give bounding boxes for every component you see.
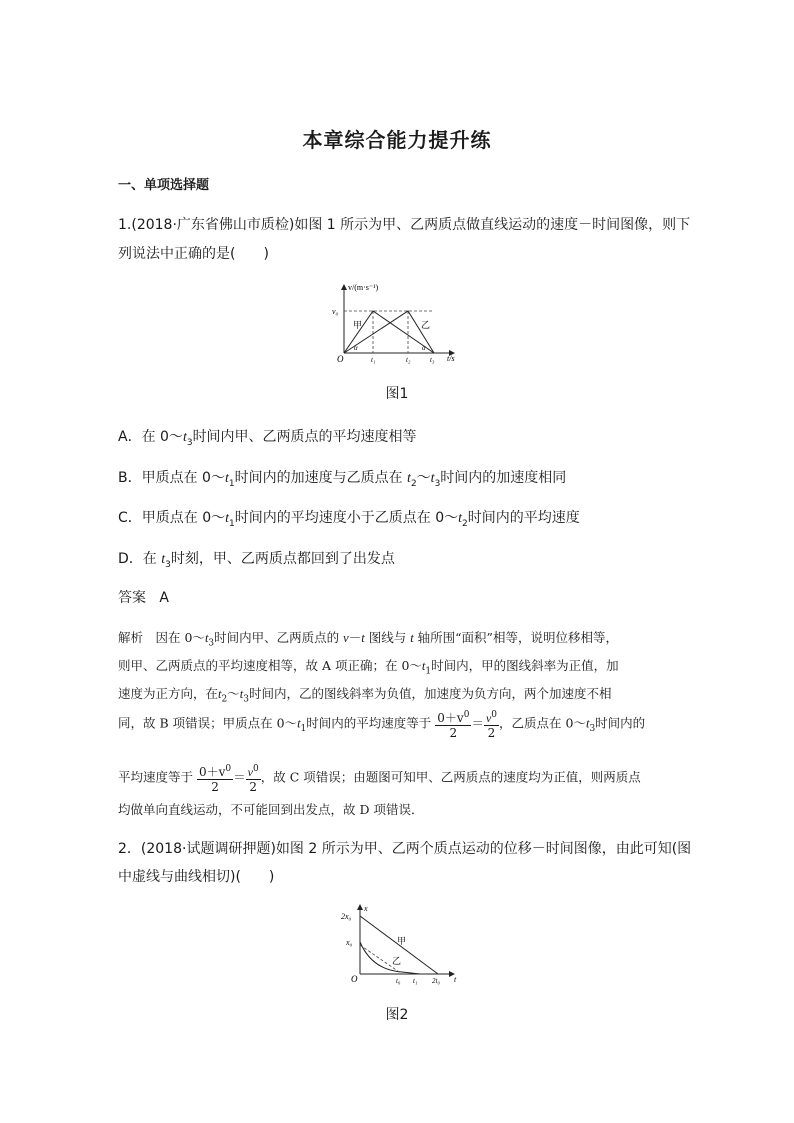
fig2-x0-label: x₀ <box>346 938 353 947</box>
fig1-t3-label: t₃ <box>430 356 435 364</box>
fig2-2t0-label: 2t₀ <box>432 977 440 985</box>
fig1-t2-label: t₂ <box>406 356 411 364</box>
explanation-line2: 则甲、乙两质点的平均速度相等，故 A 项正确；在 $0\sim t_1$时间内，甲的图线斜率为正值，加 <box>118 658 619 677</box>
option-b: B．甲质点在 $0\sim t_1$时间内的加速度与乙质点在 $t_2\sim t_3$时间内的加速度相同 <box>118 470 567 489</box>
figure-2-caption: 图2 <box>385 1007 409 1023</box>
option-a: A．在 $0\sim t_3$时间内甲、乙两质点的平均速度相等 <box>118 429 417 448</box>
question-2-stem-line1: 2．(2018·试题调研押题)如图 2 所示为甲、乙两个质点运动的位移－时间图像，由此可知(图 <box>118 841 692 857</box>
section-heading: 一、单项选择题 <box>118 178 210 193</box>
fig2-x-label: t <box>454 975 457 984</box>
figure-1-caption: 图1 <box>385 386 409 402</box>
figure-1-vt-graph <box>326 280 466 365</box>
answer-value: A <box>159 590 169 606</box>
explanation-line3: 速度为正方向，在$t_2\sim t_3$时间内，乙的图线斜率为负值，加速度为负方向，两个加速度不相 <box>118 686 612 705</box>
fig2-origin: O <box>351 974 358 984</box>
fig1-yi-label: 乙 <box>421 320 431 330</box>
fig1-alpha-right: α <box>422 344 426 352</box>
fig2-jia-label: 甲 <box>397 936 407 946</box>
question-1-stem-line2: 列说法中正确的是( ) <box>118 246 269 262</box>
fig1-jia-label: 甲 <box>353 320 363 330</box>
fig2-curve-yi <box>360 942 420 974</box>
fig2-y-label: x <box>364 904 368 913</box>
answer-line: 答案 A <box>118 590 169 606</box>
option-d: D．在 $t_3$时刻，甲、乙两质点都回到了出发点 <box>118 551 395 570</box>
explanation-line1: 解析 因在 $0\sim t_3$时间内甲、乙两质点的 v－t 图线与 t 轴所围“面积”相等，说明位移相等， <box>118 630 618 649</box>
explanation-line6: 均做单向直线运动，不可能回到出发点，故 D 项错误． <box>118 802 424 817</box>
option-c: C．甲质点在 $0\sim t_1$时间内的平均速度小于乙质点在 $0\sim t_2$时间内的平均速度 <box>118 510 580 529</box>
fig1-t1-label: t₁ <box>371 356 376 364</box>
figure-2-xt-graph <box>336 902 466 987</box>
fig1-y-label: v/(m·s⁻¹) <box>348 283 379 292</box>
fig2-2x0-label: 2x₀ <box>341 912 352 921</box>
question-2-stem-line2: 中虚线与曲线相切)( ) <box>118 869 275 885</box>
fig1-origin: O <box>337 354 344 364</box>
question-1-stem-line1: 1.(2018·广东省佛山市质检)如图 1 所示为甲、乙两质点做直线运动的速度－时间图像，则下 <box>118 217 691 233</box>
fig2-yi-label: 乙 <box>392 956 402 966</box>
explanation-line4: 同，故 B 项错误；甲质点在 $0\sim t_1$时间内的平均速度等于 $\frac{0+v^0}{2}$ ＝ $\frac{v^0}{2}$ ，乙质点在 $0\sim t_3$时间内的 <box>118 710 646 740</box>
fig1-alpha-left: α <box>354 344 358 352</box>
page-title: 本章综合能力提升练 <box>302 128 492 152</box>
explanation-line5: 平均速度等于 $\frac{0+v^0}{2}$ ＝ $\frac{v^0}{2}$ ，故 C 项错误；由题图可知甲、乙两质点的速度均为正值，则两质点 <box>118 764 641 794</box>
fig1-x-label: t/s <box>447 354 455 363</box>
fig2-t1-label: t₁ <box>413 977 418 985</box>
fig1-v0-label: v₀ <box>332 307 339 316</box>
fig2-t0-label: t₀ <box>396 977 401 985</box>
